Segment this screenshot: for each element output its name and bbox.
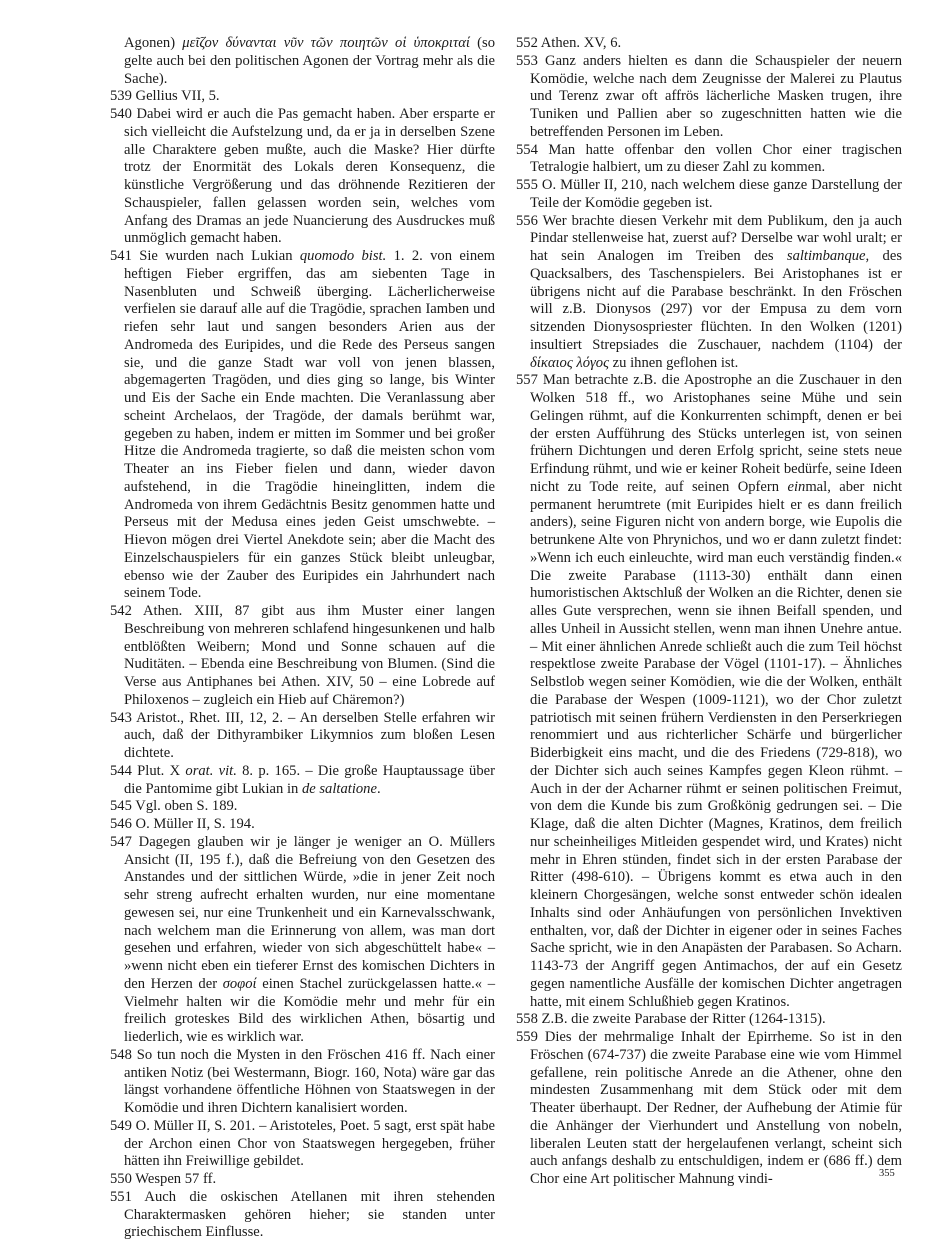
footnote-italic-text: δίκαιος λόγος (530, 354, 610, 371)
footnote-italic-text: σοφοί (222, 975, 257, 992)
footnote-540 (110, 106, 495, 248)
footnote-557 (516, 372, 902, 1011)
footnote-539 (110, 88, 495, 106)
footnote-text: 549 O. Müller II, S. 201. – Aristoteles, Poet. 5 sagt, erst spät habe der Archon einen Chor von Staatswegen hergegeben, früher hätten ihn Freiwillige gebildet. (110, 1117, 495, 1170)
footnote-text: 556 Wer brachte diesen Verkehr mit dem Publikum, den ja auch Pindar stellenweise hat, zuerst auf? Derselbe war wohl uralt; er hat sein Analogen im Treiben des (516, 212, 902, 264)
footnote-559 (516, 1029, 902, 1189)
footnote-italic-text: quomodo bist. (299, 248, 387, 264)
footnote-551 (110, 1189, 495, 1242)
footnote-italic-text: de saltatione (301, 780, 377, 797)
footnote-text: (so gelte auch bei den politischen Agonen der Vortrag mehr als die Sache). (124, 35, 495, 87)
footnote-text: 542 Athen. XIII, 87 gibt aus ihm Muster einer langen Beschreibung von mehreren schlafend hingesunkenen und halb entblößten Weibern; Mond und Sonne schauen auf die Nuditäten. – Ebenda eine Beschreibung von Blumen. (Sind die Verse aus Antiphanes bei Athen. XIV, 50 – eine Lobrede auf Philoxenos – zugleich ein Hieb auf Chäremon?) (110, 603, 495, 708)
footnote-italic-text: ein (787, 478, 806, 495)
footnote-545 (110, 798, 495, 816)
footnote-text: einen Stachel zurückgelassen hatte.« – Vielmehr halten wir die Komödie mehr und mehr für ein freilich groteskes Bild des wirklichen Athen, bösartig und liederlich, wie es wirklich war. (124, 975, 495, 1045)
footnote-text: 544 Plut. X (110, 762, 186, 779)
footnote-543 (110, 710, 495, 763)
footnote-text: 545 Vgl. oben S. 189. (110, 798, 238, 815)
footnote-text: . (376, 780, 381, 797)
footnote-italic-text: μεῖζον δύνανται νῦν τῶν ποιητῶν οἱ ὑποκριταί (182, 35, 470, 51)
footnote-text: des Quacksalbers, des Taschenspielers. Bei Aristophanes ist er übrigens nicht auf die Parabase beschränkt. In den Fröschen will z.B. Dionysos (297) vor der Empusa zu dem vorn sitzenden Dionysospriester flüchten. In den Wolken (1201) insultiert Strepsiades die Zuschauer, nachdem (1104) der (530, 248, 902, 353)
footnote-text: 555 O. Müller II, 210, nach welchem diese ganze Darstellung der Teile der Komödie gegeben ist. (516, 177, 902, 211)
footnote-text: 552 Athen. XV, 6. (516, 35, 622, 51)
footnote-552 (516, 35, 902, 53)
footnote-541 (110, 248, 495, 603)
footnote-text: 547 Dagegen glauben wir je länger je weniger an O. Müllers Ansicht (II, 195 f.), daß die Befreiung von den Gesetzen des Anstandes und der sittlichen Würde, »die in jener Zeit noch sehr streng aufrecht erhalten wurden, nur eine momentane gewesen sei, nur eine Trunkenheit und ein Karnevalsschwank, nach welchem man die Erinnerung von allem, was man dort gesehen und erfahren, wieder von sich abgeschüttelt habe« – »wenn nicht eben ein tieferer Ernst des komischen Dichters in den Herzen der (110, 833, 495, 992)
footnote-555 (516, 177, 902, 213)
footnote-542 (110, 603, 495, 710)
footnote-text: 553 Ganz anders hielten es dann die Schauspieler der neuern Komödie, welche nach dem Zeugnisse der Malerei zu Plautus und Terenz zwar oft affrös lächerliche Masken trugen, ihre Tuniken und Pallien aber so zugeschnitten hatten wie die betreffenden Personen im Leben. (516, 52, 902, 140)
footnote-547 (110, 834, 495, 1047)
footnote-text: 558 Z.B. die zweite Parabase der Ritter (1264-1315). (516, 1011, 826, 1028)
footnote-544 (110, 763, 495, 799)
left-column (110, 35, 495, 1242)
footnote-text: 550 Wespen 57 ff. (110, 1171, 217, 1187)
footnote-text: 540 Dabei wird er auch die Pas gemacht haben. Aber ersparte er sich vielleicht die Aufstelzung und, da er ja in derselben Szene alle Charaktere geben mußte, auch die Maske? Hier dürfte trotz der Enormität des Lokals deren Konsequenz, die künstliche Vergrößerung und das dröhnende Rezitieren der Schauspieler, fallen gelassen worden sein, welches vom Anfang des Dramas an jede Nuancierung des Ausdruckes muß unmöglich gemacht haben. (110, 106, 495, 247)
footnote-554 (516, 142, 902, 178)
footnote-text: 539 Gellius VII, 5. (110, 88, 220, 105)
footnote-556 (516, 213, 902, 373)
footnote-text: 548 So tun noch die Mysten in den Fröschen 416 ff. Nach einer antiken Notiz (bei Westermann, Biogr. 160, Nota) wäre gar das längst vorhandene öffentliche Höhnen von Staatswegen in der Komödie und ihren Dichtern kanalisiert worden. (110, 1046, 495, 1116)
footnote-text: 554 Man hatte offenbar den vollen Chor einer tragischen Tetralogie halbiert, um zu dieser Zahl zu kommen. (516, 141, 902, 176)
footnote-italic-text: orat. vit. (185, 762, 237, 779)
footnote-text: 1. 2. von einem heftigen Fieber ergriffen, das am siebenten Tage in Nasenbluten und Schweiß überging. Lächerlicherweise verfielen sie darauf alle auf die Tragödie, sprachen Iamben und riefen sehr laut und sangen besonders Arien aus der Andromeda des Euripides, und die Rede des Perseus sangen sie, und die ganze Stadt war voll von jenen blassen, abgemagerten Tragöden, und dies ging so lange, bis Winter und Eis der Sache ein Ende machten. Die Veranlassung aber scheint Archelaos, der Tragöde, der damals berühmt war, gegeben zu haben, indem er mitten im Sommer und bei großer Hitze die Andromeda tragierte, so daß die meisten schon vom Theater an ins Fieber fielen und dann, wieder davon aufstehend, in die Tragödie hineinglitten, indem die Andromeda von ihrem Gedächtnis Besitz genommen hatte und Perseus mit der Medusa eines jeden Geist umschwebte. – Hievon mögen drei Viertel Anekdote sein; aber die Macht des Einzelschauspielers für ein ganzes Stück bleibt unleugbar, ebenso wie der Zauber des Euripides ein Jahrhundert nach seinem Tode. (124, 248, 495, 602)
footnote-text: 546 O. Müller II, S. 194. (110, 816, 255, 832)
footnote-text: zu ihnen geflohen ist. (609, 354, 739, 371)
footnote-text: 557 Man betrachte z.B. die Apostrophe an die Zuschauer in den Wolken 518 ff., wo Aristophanes seine Mühe und sein Gelingen rühmt, auf die Konkurrenten schimpft, denen er bei der ersten Aufführung des Stücks unterlegen ist, von seinen frühern Dichtungen und deren Erfolg spricht, seine stets neue Erfindung rühmt, und wie er keiner Roheit bedürfe, seine Ideen nicht zu Tode reite, auf seinen Opfern (516, 372, 902, 495)
footnote-text: 551 Auch die oskischen Atellanen mit ihren stehenden Charaktermasken gehören hieher; sie standen unter griechischem Einflusse. (110, 1188, 495, 1241)
footnote-italic-text: saltimbanque, (786, 248, 870, 264)
footnote-546 (110, 816, 495, 834)
footnote-text: 541 Sie wurden nach Lukian (110, 248, 300, 264)
footnote-549 (110, 1118, 495, 1171)
footnote-548 (110, 1047, 495, 1118)
footnote-text: Agonen) (124, 35, 183, 51)
footnote-text: 543 Aristot., Rhet. III, 12, 2. – An derselben Stelle erfahren wir auch, daß der Dithyrambiker Likymnios zum bloßen Lesen dichtete. (110, 709, 495, 761)
footnote-558 (516, 1011, 902, 1029)
footnote-text: mal, aber nicht permanent herumtrete (mit Euripides hielt er es dann freilich anders), seine Figuren nicht von andern borge, wie Eupolis die betrunkene Alte von Phrynichos, und wo er dann zuletzt findet: »Wenn ich euch einleuchte, wird man euch verständig finden.« Die zweite Parabase (1113-30) enthält dann einen humoristischen Aktschluß der Wolken an die Richter, denen sie alles Gute versprechen, wenn sie ihnen Beifall spenden, und alles Unheil in Aussicht stellen, wenn man ihnen Unehre antue. – Mit einer ähnlichen Anrede schließt auch die zum Teil höchst respektlose zweite Parabase der Vögel (1101-17). – Ähnliches Selbstlob wegen seiner Komödien, wie die der Wolken, enthält die Parabase der Wespen (1009-1121), wo der Chor zuletzt patriotisch mit seinen frühern Verdiensten in den Perserkriegen renommiert und aus richterlicher Schärfe und bürgerlicher Biderbigkeit eins macht, und die des Friedens (729-818), wo der Dichter sich auch seines Kampfes gegen Kleon rühmt. – Auch in der der Acharner rühmt er seinen politischen Freimut, von dem die Kunde bis zum Großkönig gedrungen sei. – Die Klage, daß die alten Dichter (Magnes, Kratinos, dem freilich nur scheinheiliges Mitleiden gespendet wird, und Krates) nicht mehr in Ehren stünden, findet sich in der ersten Parabase der Ritter (498-610). – Übrigens kommt es etwa auch in den kleinern Chorgesängen, welche sonst entweder schön idealen Inhalts sind oder Anhäufungen von persönlichen Invektiven enthalten, vor, daß der Dichter in eigener oder in seines Faches Sache spricht, wie in den Anapästen der Parabasen. So Acharn. 1143-73 der Angriff gegen Antimachos, der auf ein Gesetz gegen namentliche Ausfälle der komischen Dichter angetragen hatte, mit einem Schlußhieb gegen Kratinos. (530, 478, 903, 1010)
footnote-text: 8. p. 165. – Die große Hauptaussage über die Pantomime gibt Lukian in (124, 762, 495, 797)
footnote-553 (516, 53, 902, 142)
footnote-continuation (110, 35, 495, 88)
page-number: 355 (879, 1168, 895, 1179)
right-column (516, 35, 902, 1189)
footnote-text: 559 Dies der mehrmalige Inhalt der Epirrheme. So ist in den Fröschen (674-737) die zweite Parabase eine wie vom Himmel gefallene, rein politische Anrede an die Athener, ohne den mindesten Zusammenhang mit dem Stück oder mit dem Theater überhaupt. Der Redner, der Aufhebung der Atimie für die Anhänger der Vierhundert und Anstellung von nobeln, liberalen Leuten statt der hergelaufenen verlangt, scheint sich auch anfangs deshalb zu entschuldigen, indem er (686 ff.) dem Chor eine Art politischer Mahnung vindi- (516, 1029, 902, 1187)
footnote-550 (110, 1171, 495, 1189)
